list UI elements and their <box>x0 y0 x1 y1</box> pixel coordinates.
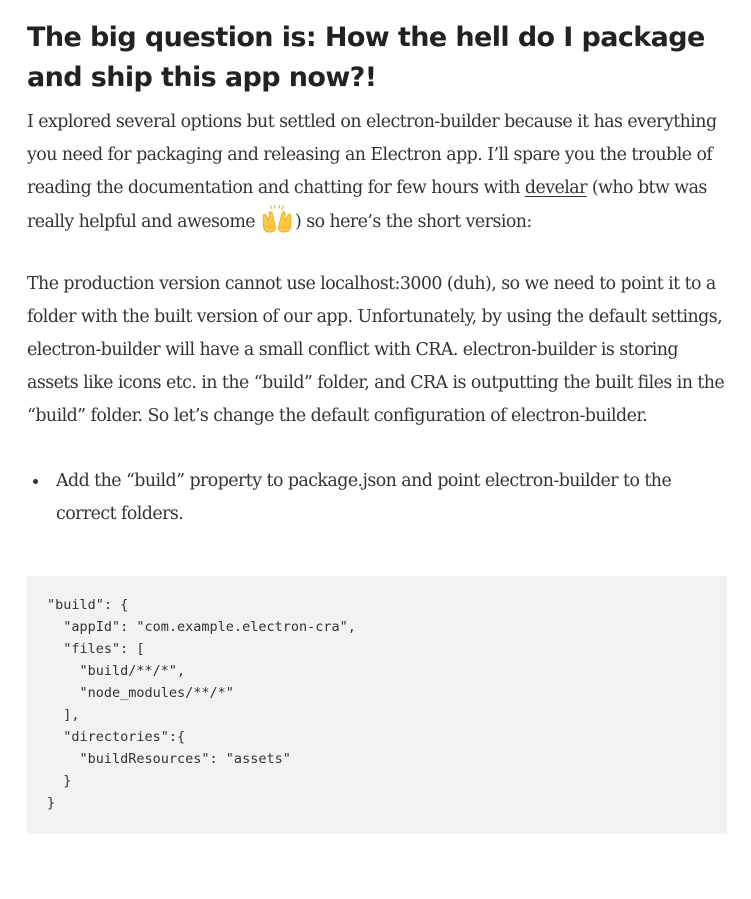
section-heading: The big question is: How the hell do I package and ship this app now?! <box>27 22 705 93</box>
list-item-text: Add the “build” property to package.json and point electron-builder to the correct folders. <box>56 471 672 524</box>
list-item <box>27 465 727 531</box>
raising-hands-icon <box>261 205 293 233</box>
bullet-icon <box>33 479 38 484</box>
code-block: "build": { "appId": "com.example.electron-cra", "files": [ "build/**/*", "node_modules/**/*" ], "directories":{ "buildResources": "assets" } } <box>27 576 727 834</box>
para1-text-start: I explored several options but settled on electron-builder because it has everything you need for packaging and releasing an Electron app. I’ll spare you the trouble of reading the documentation and chatting for few hours with <box>27 112 717 198</box>
para1-text-middle: (who btw was really helpful and awesome <box>27 178 707 232</box>
explanation-paragraph: The production version cannot use localhost:3000 (duh), so we need to point it to a folder with the built version of our app. Unfortunately, by using the default settings, electron-builder will have a small conflict with CRA. electron-builder is storing assets like icons etc. in the “build” folder, and CRA is outputting the built files in the “build” folder. So let’s change the default configuration of electron-builder. <box>27 274 725 426</box>
para1-text-end: ) so here’s the short version: <box>295 212 532 232</box>
develar-link[interactable]: develar <box>524 178 587 198</box>
bullet-list <box>27 465 727 531</box>
article-body <box>27 18 727 834</box>
intro-paragraph <box>27 106 727 239</box>
